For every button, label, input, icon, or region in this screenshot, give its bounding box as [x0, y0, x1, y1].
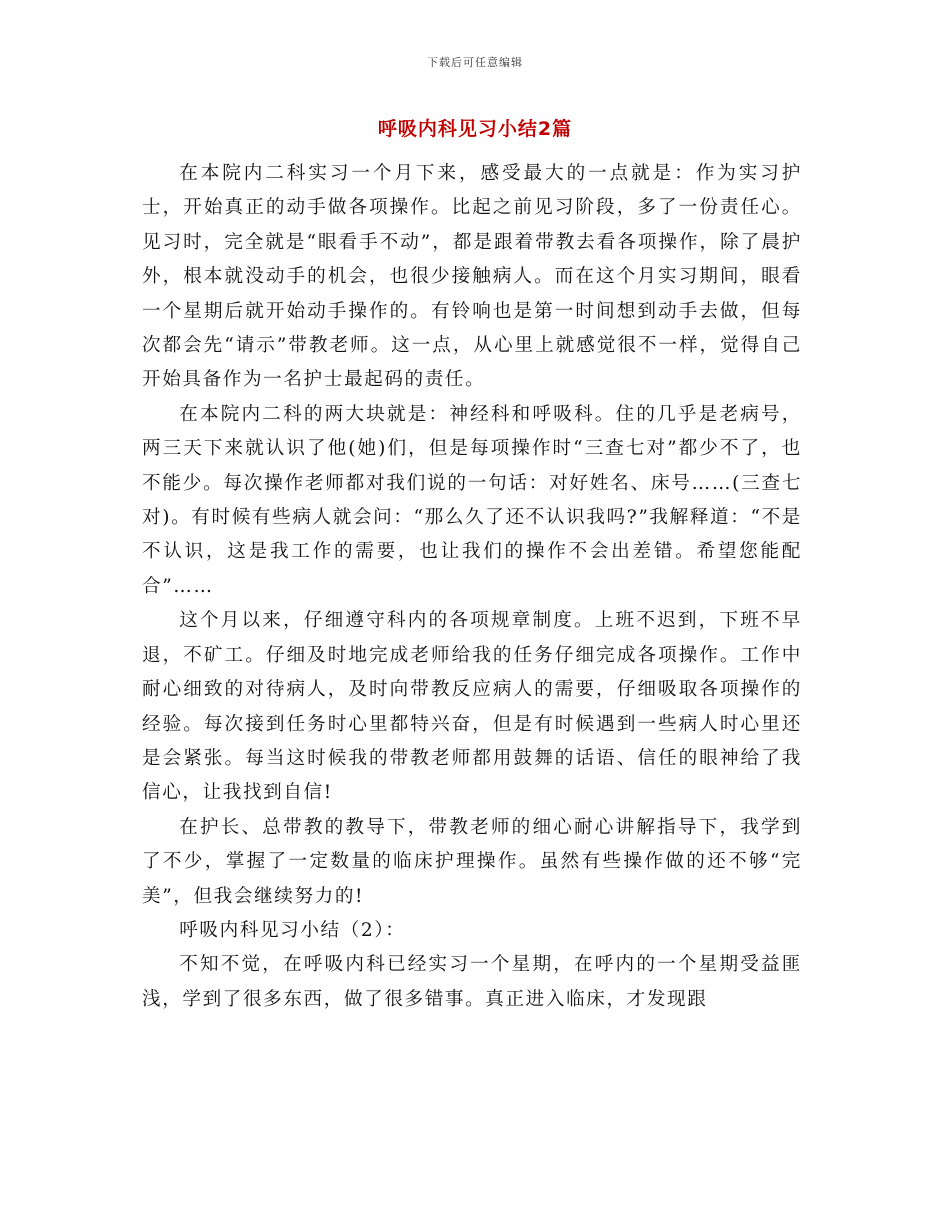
- paragraph-3: 这个月以来，仔细遵守科内的各项规章制度。上班不迟到，下班不早退，不矿工。仔细及时地完成老师给我的任务仔细完成各项操作。工作中耐心细致的对待病人，及时向带教反应病人的需要，仔细吸取各项操作的经验。每次接到任务时心里都特兴奋，但是有时候遇到一些病人时心里还是会紧张。每当这时候我的带教老师都用鼓舞的话语、信任的眼神给了我信心，让我找到自信!: [142, 610, 802, 804]
- header-note: 下载后可任意编辑: [427, 56, 523, 69]
- paragraph-5: 不知不觉，在呼吸内科已经实习一个星期，在呼内的一个星期受益匪浅，学到了很多东西，做了很多错事。真正进入临床，才发现跟: [142, 954, 802, 1010]
- paragraph-4: 在护长、总带教的教导下，带教老师的细心耐心讲解指导下，我学到了不少，掌握了一定数量的临床护理操作。虽然有些操作做的还不够“完美”，但我会继续努力的!: [142, 816, 802, 907]
- paragraph-1: 在本院内二科实习一个月下来，感受最大的一点就是：作为实习护士，开始真正的动手做各项操作。比起之前见习阶段，多了一份责任心。见习时，完全就是“眼看手不动”，都是跟着带教去看各项操作，除了晨护外，根本就没动手的机会，也很少接触病人。而在这个月实习期间，眼看一个星期后就开始动手操作的。有铃响也是第一时间想到动手去做，但每次都会先“请示”带教老师。这一点，从心里上就感觉很不一样，觉得自己开始具备作为一名护士最起码的责任。: [142, 163, 802, 391]
- document-title: 呼吸内科见习小结2篇: [377, 118, 573, 140]
- document-body: [142, 157, 802, 1017]
- paragraph-2: 在本院内二科的两大块就是：神经科和呼吸科。住的几乎是老病号，两三天下来就认识了他(她)们，但是每项操作时“三查七对”都少不了，也不能少。每次操作老师都对我们说的一句话：对好姓名、床号……(三查七对)。有时候有些病人就会问：“那么久了还不认识我吗?”我解释道：“不是不认识，这是我工作的需要，也让我们的操作不会出差错。希望您能配合”……: [142, 403, 802, 597]
- section-heading: 呼吸内科见习小结（2）：: [179, 919, 406, 941]
